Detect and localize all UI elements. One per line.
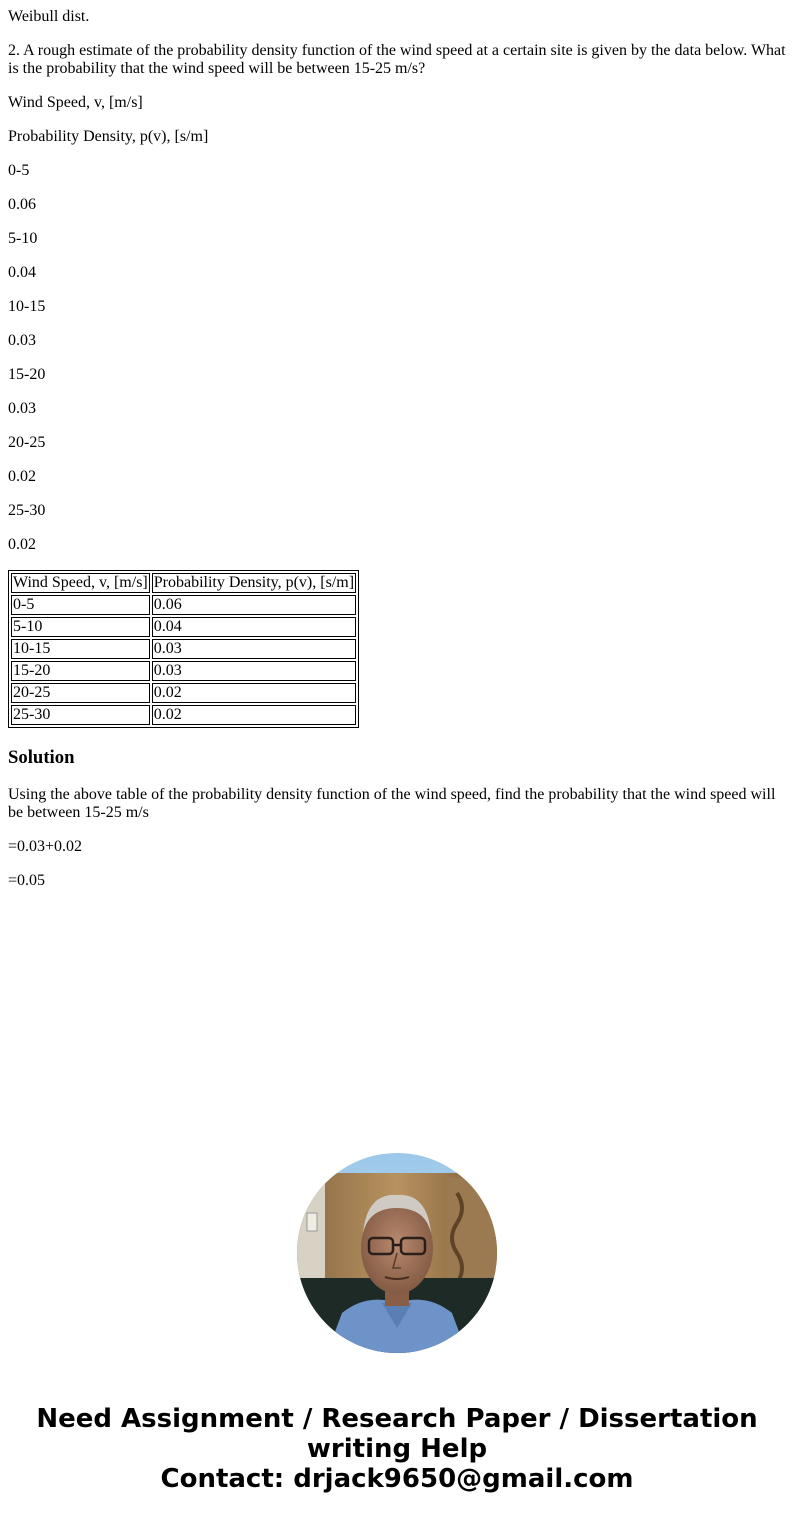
table-cell: 0-5: [11, 595, 150, 615]
plain-line: 0.03: [8, 332, 36, 349]
table-cell: 0.03: [152, 639, 356, 659]
table-cell: 0.02: [152, 683, 356, 703]
promo-line: Need Assignment / Research Paper / Dissertation: [36, 1404, 758, 1434]
table-row: [11, 661, 356, 681]
promo-banner: [0, 1404, 794, 1494]
table-row: [11, 705, 356, 725]
table-row: [11, 639, 356, 659]
table-cell: 5-10: [11, 617, 150, 637]
table-cell: 10-15: [11, 639, 150, 659]
promo-line: writing Help: [306, 1434, 488, 1464]
table-cell: 0.03: [152, 661, 356, 681]
table-header-cell: Probability Density, p(v), [s/m]: [153, 574, 355, 591]
plain-line: 20-25: [8, 434, 46, 451]
table-cell: 25-30: [11, 705, 150, 725]
promo-contact: Contact: drjack9650@gmail.com: [160, 1464, 634, 1494]
solution-step: =0.03+0.02: [8, 838, 83, 855]
wind-speed-table: [8, 570, 359, 728]
title-line: Weibull dist.: [8, 8, 90, 25]
plain-line: 5-10: [8, 230, 38, 247]
plain-line: 0.06: [8, 196, 36, 213]
table-header-row: [11, 573, 356, 593]
author-avatar: [297, 1153, 497, 1353]
plain-line: Probability Density, p(v), [s/m]: [8, 128, 209, 145]
question-text: 2. A rough estimate of the probability density function of the wind speed at a certain site is given by the data below. What is the probability that the wind speed will be between 15-25 m/s?: [8, 42, 786, 77]
plain-line: 0.04: [8, 264, 36, 281]
plain-line: 0.02: [8, 468, 36, 485]
plain-line: 0.03: [8, 400, 36, 417]
table-row: [11, 617, 356, 637]
table-cell: 0.04: [152, 617, 356, 637]
table-cell: 15-20: [11, 661, 150, 681]
solution-text: Using the above table of the probability density function of the wind speed, find the probability that the wind speed will be between 15-25 m/s: [8, 786, 776, 821]
plain-line: 10-15: [8, 298, 46, 315]
solution-step: =0.05: [8, 872, 46, 889]
solution-heading: Solution: [8, 747, 75, 768]
plain-line: Wind Speed, v, [m/s]: [8, 94, 143, 111]
table-row: [11, 683, 356, 703]
document-content: [8, 0, 786, 906]
plain-line: 0.02: [8, 536, 36, 553]
table-cell: 20-25: [11, 683, 150, 703]
plain-line: 25-30: [8, 502, 46, 519]
table-cell: 0.02: [152, 705, 356, 725]
plain-line: 0-5: [8, 162, 30, 179]
table-header-cell: Wind Speed, v, [m/s]: [13, 574, 148, 591]
avatar-portrait-icon: [297, 1153, 497, 1353]
plain-line: 15-20: [8, 366, 46, 383]
table-cell: 0.06: [152, 595, 356, 615]
table-row: [11, 595, 356, 615]
